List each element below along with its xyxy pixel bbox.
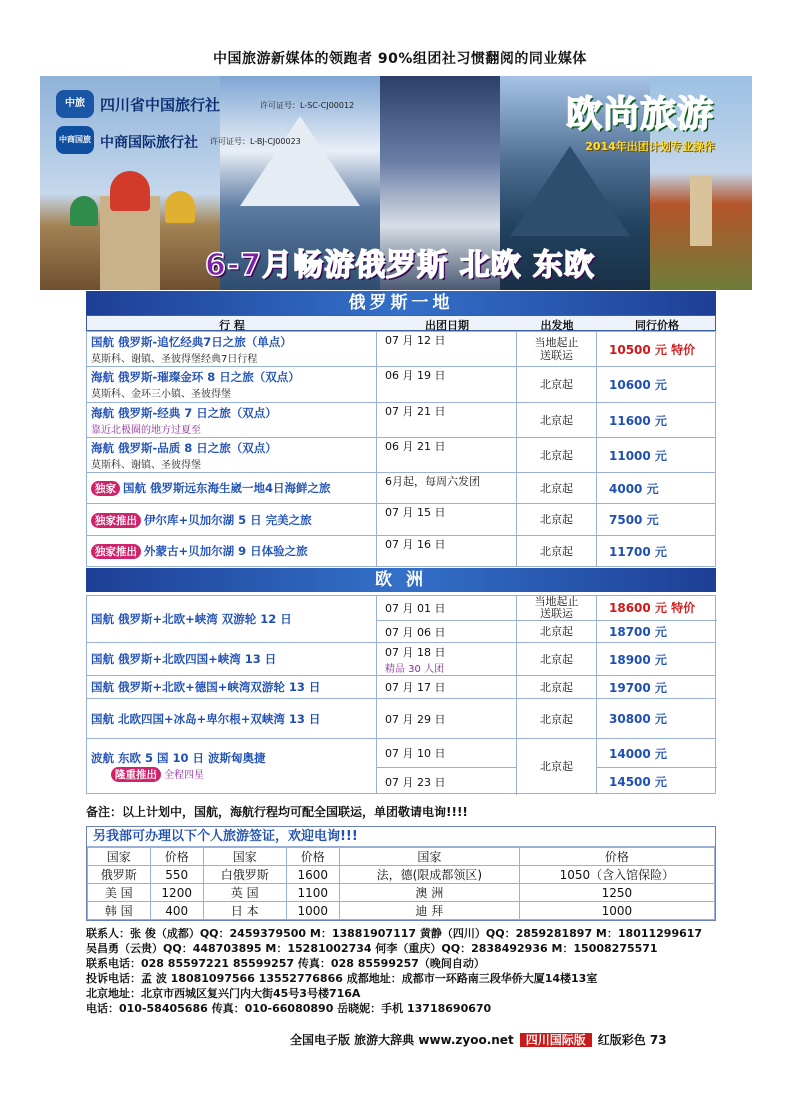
visa-header: 国家 — [88, 848, 151, 866]
europe-table-row — [86, 738, 716, 794]
route-cell — [87, 367, 377, 402]
date-cell — [377, 676, 517, 698]
visa-header-row — [88, 848, 715, 866]
price-cell — [597, 403, 717, 437]
route-line — [91, 512, 312, 528]
visa-cell: 1000 — [286, 902, 339, 920]
departure-cell: 北京起 — [517, 403, 597, 437]
route-cell — [87, 739, 377, 793]
remark: 备注：以上计划中，国航，海航行程均可配全国联运，单团敬请电询!!!! — [86, 805, 468, 819]
org1-name: 四川省中国旅行社 — [100, 96, 221, 114]
section-europe: 欧 洲 — [86, 568, 716, 592]
date-cell: 07 月 06 日 — [377, 620, 517, 644]
visa-cell: 韩 国 — [88, 902, 151, 920]
route-cell — [87, 403, 377, 437]
visa-cell: 1050（含入馆保险） — [519, 866, 714, 884]
route-line — [91, 766, 204, 782]
brand-subtitle: 2014年出团计划专业操作 — [585, 140, 715, 153]
price-cell — [597, 332, 717, 366]
route-title: 海航 俄罗斯-璀璨金环 8 日之旅（双点） — [91, 370, 300, 384]
route-subtitle: 莫斯科、谢镇、圣彼得堡经典7日行程 — [91, 353, 258, 365]
contact-line: 吴昌勇（云贵）QQ：448703895 M：15281002734 何李（重庆）QQ：2838492936 M：15008275571 — [86, 942, 658, 955]
visa-title: 另我部可办理以下个人旅游签证，欢迎电询!!! — [87, 827, 715, 847]
departure-cell: 北京起 — [517, 620, 597, 644]
cots-logo-icon: 中商国旅 — [56, 126, 94, 154]
price-value: 30800 元 — [609, 712, 667, 726]
visa-cell: 法，德(限成都领区) — [339, 866, 519, 884]
route-cell — [87, 473, 377, 503]
departure-cell: 当地起止 送联运 — [517, 332, 597, 366]
europe-table-row — [86, 698, 716, 738]
route-title: 海航 俄罗斯-经典 7 日之旅（双点） — [91, 405, 277, 420]
date-note: 精品 30 人团 — [385, 663, 445, 675]
price-cell — [597, 620, 717, 644]
price-value: 18600 元 特价 — [609, 601, 696, 616]
visa-row — [88, 902, 715, 920]
date-cell: 07 月 23 日 — [377, 767, 517, 795]
route-cell — [87, 699, 377, 738]
contact-line: 联系电话：028 85597221 85599257 传真：028 85599257（晚间自动） — [86, 957, 485, 970]
route-cell — [87, 596, 377, 642]
visa-cell: 550 — [150, 866, 203, 884]
visa-cell: 1000 — [519, 902, 714, 920]
footer-tag: 四川国际版 — [520, 1033, 592, 1047]
promo-badge: 隆重推出 — [111, 767, 161, 782]
price-value: 18700 元 — [609, 625, 667, 640]
route-title: 国航 俄罗斯远东海生崴一地4日海鲜之旅 — [123, 481, 331, 495]
route-title: 外蒙古+贝加尔湖 9 日体验之旅 — [144, 544, 308, 558]
europe-table-row — [86, 675, 716, 698]
price-cell — [597, 676, 717, 698]
russia-table-row — [86, 437, 716, 472]
departure-cell: 北京起 — [517, 367, 597, 402]
price-cell — [597, 739, 717, 767]
departure-cell: 北京起 — [517, 536, 597, 566]
footer-left: 全国电子版 旅游大辞典 www.zyoo.net — [290, 1033, 514, 1047]
route-title: 国航 北欧四国+冰岛+卑尔根+双峡湾 13 日 — [91, 711, 321, 726]
exclusive-badge: 独家推出 — [91, 544, 141, 559]
price-value: 19700 元 — [609, 680, 667, 695]
date-cell: 06 月 21 日 — [377, 438, 517, 472]
route-cell — [87, 643, 377, 675]
route-title: 国航 俄罗斯+北欧四国+峡湾 13 日 — [91, 652, 277, 666]
price-cell — [597, 699, 717, 738]
cts-logo-icon: 中旅 — [56, 90, 94, 118]
date-cell — [377, 699, 517, 738]
contact-line: 投诉电话：孟 波 18081097566 13552776866 成都地址：成都市一环路南三段华侨大厦14楼13室 — [86, 972, 598, 985]
visa-header: 国家 — [203, 848, 286, 866]
date-cell — [377, 643, 517, 675]
price-cell — [597, 504, 717, 535]
price-value: 4000 元 — [609, 481, 659, 496]
route-cell — [87, 676, 377, 698]
price-cell — [597, 767, 717, 795]
europe-table-row — [86, 642, 716, 675]
date-cell: 07 月 12 日 — [377, 332, 517, 366]
route-cell — [87, 504, 377, 535]
russia-table-row — [86, 402, 716, 437]
departure-cell: 北京起 — [517, 739, 597, 793]
route-cell — [87, 332, 377, 366]
route-title: 国航 俄罗斯+北欧+峡湾 双游轮 12 日 — [91, 612, 292, 626]
route-title: 国航 俄罗斯-追忆经典7日之旅（单点） — [91, 334, 292, 349]
price-value: 14500 元 — [609, 775, 667, 789]
price-value: 18900 元 — [609, 652, 667, 667]
route-cell — [87, 536, 377, 566]
route-subtitle: 莫斯科、谢镇、圣彼得堡 — [91, 459, 201, 471]
route-title: 国航 俄罗斯+北欧+德国+峡湾双游轮 13 日 — [91, 680, 321, 694]
price-cell — [597, 596, 717, 620]
departure-cell: 北京起 — [517, 473, 597, 503]
exclusive-badge: 独家 — [91, 481, 120, 496]
europe-table-row — [86, 595, 716, 642]
price-value: 11600 元 — [609, 413, 667, 428]
route-title: 波航 东欧 5 国 10 日 波斯匈奥捷 — [91, 751, 266, 765]
visa-cell: 1250 — [519, 884, 714, 902]
visa-cell: 迪 拜 — [339, 902, 519, 920]
price-value: 14000 元 — [609, 746, 667, 761]
departure-cell: 北京起 — [517, 676, 597, 698]
date-cell: 6月起，每周六发团 — [377, 473, 517, 503]
visa-cell: 美 国 — [88, 884, 151, 902]
russia-table-row — [86, 366, 716, 402]
visa-row — [88, 866, 715, 884]
visa-header: 价格 — [150, 848, 203, 866]
date-cell: 07 月 10 日 — [377, 739, 517, 767]
price-cell — [597, 473, 717, 503]
contact-line: 北京地址：北京市西城区复兴门内大街45号3号楼716A — [86, 987, 361, 1000]
contact-line: 联系人：张 俊（成都）QQ：2459379500 M：13881907117 黄静（四川）QQ：2859281897 M：18011299617 — [86, 927, 703, 940]
page-footer — [290, 1031, 750, 1051]
route-line — [91, 480, 331, 496]
visa-cell: 1100 — [286, 884, 339, 902]
tagline: 中国旅游新媒体的领跑者 90%组团社习惯翻阅的同业媒体 — [213, 51, 587, 67]
departure-cell: 北京起 — [517, 699, 597, 738]
price-cell — [597, 643, 717, 675]
departure-cell: 北京起 — [517, 643, 597, 675]
russia-table-row — [86, 331, 716, 366]
route-subtitle: 靠近北极圈的地方过夏至 — [91, 424, 201, 436]
departure-cell: 当地起止 送联运 — [517, 596, 597, 620]
date-value: 07 月 17 日 — [385, 681, 446, 694]
col-date: 出团日期 — [425, 319, 469, 332]
visa-row — [88, 884, 715, 902]
price-cell — [597, 536, 717, 566]
contact-info — [86, 926, 736, 1016]
russia-table-row — [86, 535, 716, 567]
date-cell: 07 月 01 日 — [377, 596, 517, 620]
price-value: 7500 元 — [609, 513, 659, 527]
visa-cell: 400 — [150, 902, 203, 920]
brand-title: 欧尚旅游 — [565, 94, 714, 135]
departure-cell: 北京起 — [517, 504, 597, 535]
date-cell: 07 月 21 日 — [377, 403, 517, 437]
visa-cell: 1200 — [150, 884, 203, 902]
date-value: 07 月 29 日 — [385, 712, 446, 726]
route-subtitle: 莫斯科、金环三小镇、圣彼得堡 — [91, 389, 231, 400]
price-value: 11700 元 — [609, 544, 667, 559]
section-russia: 俄罗斯一地 — [86, 291, 716, 315]
date-cell: 07 月 16 日 — [377, 536, 517, 566]
price-value: 11000 元 — [609, 448, 667, 463]
agency-logos — [48, 90, 408, 158]
route-subtitle: 全程四星 — [164, 770, 204, 781]
date-value: 07 月 18 日 — [385, 645, 446, 659]
visa-header: 价格 — [286, 848, 339, 866]
price-cell — [597, 367, 717, 402]
visa-table — [87, 847, 715, 920]
russia-table-row — [86, 472, 716, 503]
route-cell — [87, 438, 377, 472]
russia-table-row — [86, 503, 716, 535]
visa-header: 价格 — [519, 848, 714, 866]
date-cell: 06 月 19 日 — [377, 367, 517, 402]
org1-permit: 许可证号：L-SC-CJ00012 — [260, 101, 355, 110]
route-title: 伊尔库+贝加尔湖 5 日 完美之旅 — [144, 512, 312, 527]
visa-cell: 澳 洲 — [339, 884, 519, 902]
route-title: 海航 俄罗斯-品质 8 日之旅（双点） — [91, 440, 277, 455]
exclusive-badge: 独家推出 — [91, 513, 141, 528]
headline: 6-7月畅游俄罗斯 北欧 东欧 — [204, 248, 596, 283]
price-cell — [597, 438, 717, 472]
col-from: 出发地 — [540, 319, 574, 332]
column-headers — [86, 315, 716, 331]
visa-cell: 日 本 — [203, 902, 286, 920]
visa-header: 国家 — [339, 848, 519, 866]
visa-cell: 俄罗斯 — [88, 866, 151, 884]
contact-line: 电话：010-58405686 传真：010-66080890 岳晓妮：手机 13718690670 — [86, 1002, 492, 1015]
col-route: 行 程 — [219, 319, 245, 332]
price-value: 10600 元 — [609, 378, 667, 392]
footer-right: 红版彩色 73 — [597, 1033, 667, 1047]
org2-permit: 许可证号：L-BJ-CJ00023 — [210, 137, 301, 146]
departure-cell: 北京起 — [517, 438, 597, 472]
visa-box — [86, 826, 716, 921]
route-line — [91, 543, 308, 559]
col-price: 同行价格 — [635, 319, 679, 332]
visa-cell: 1600 — [286, 866, 339, 884]
price-value: 10500 元 特价 — [609, 342, 696, 357]
date-cell: 07 月 15 日 — [377, 504, 517, 535]
visa-cell: 白俄罗斯 — [203, 866, 286, 884]
visa-cell: 英 国 — [203, 884, 286, 902]
org2-name: 中商国际旅行社 — [100, 135, 198, 151]
